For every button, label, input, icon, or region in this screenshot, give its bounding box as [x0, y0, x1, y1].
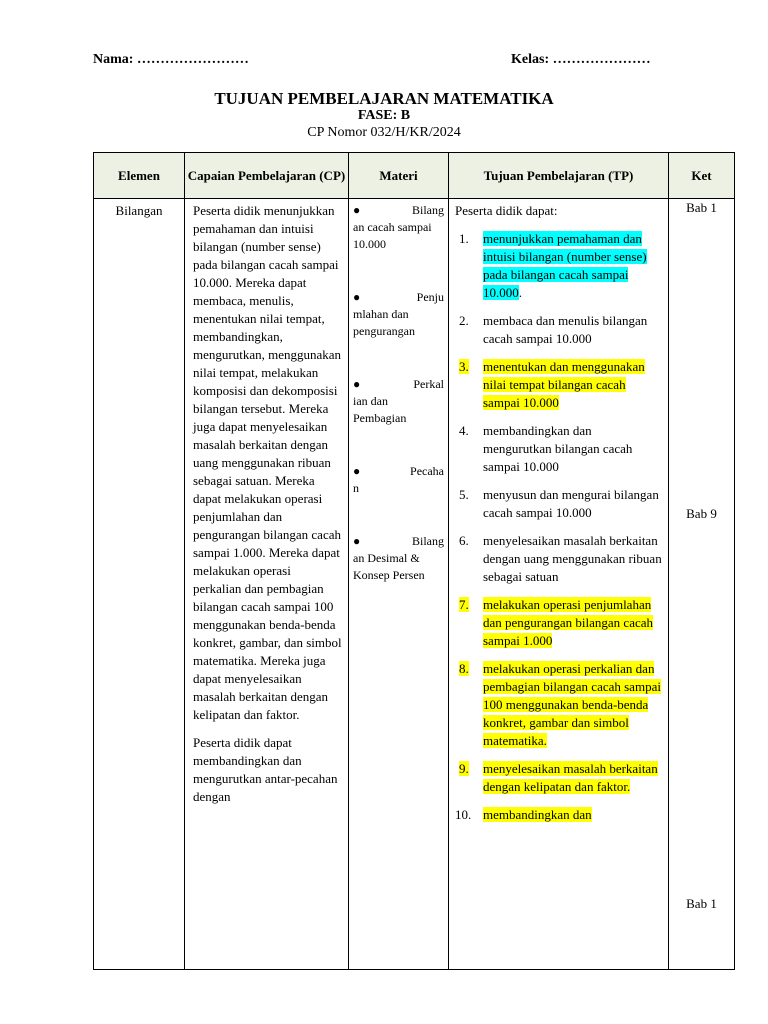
ket-cell [669, 199, 735, 970]
list-item: 9. menyelesaikan masalah berkaitan dengan kelipatan dan faktor. [459, 761, 658, 794]
bullet-icon: ● [353, 203, 361, 217]
list-item: 2. membaca dan menulis bilangan cacah sampai 10.000 [459, 313, 648, 346]
materi-item: ● Pecaha n [353, 464, 444, 495]
list-item: 7. melakukan operasi penjumlahan dan pengurangan bilangan cacah sampai 1.000 [459, 597, 654, 648]
ket-label: Bab 1 [686, 896, 717, 911]
tp-list [455, 230, 662, 824]
materi-cell [349, 199, 449, 970]
nama-field-label: Nama: …………………… [93, 52, 249, 67]
tp-cell [449, 199, 669, 970]
header-materi: Materi [349, 153, 449, 199]
header-elemen: Elemen [94, 153, 185, 199]
table-header-row [94, 153, 735, 199]
ket-label: Bab 9 [686, 506, 717, 521]
list-item: 8. melakukan operasi perkalian dan pembagian bilangan cacah sampai 100 menggunakan benda-benda konkret, gambar dan simbol matematika. [459, 661, 661, 748]
list-item: 4. membandingkan dan mengurutkan bilangan cacah sampai 10.000 [459, 423, 633, 474]
materi-item: ● Perkal ian dan Pembagian [353, 377, 444, 425]
tp-intro: Peserta didik dapat: [455, 203, 558, 218]
list-item: 10. membandingkan dan [455, 807, 592, 822]
bullet-icon: ● [353, 534, 361, 548]
materi-item: ● Bilang an Desimal & Konsep Persen [353, 534, 444, 582]
elemen-cell: Bilangan [94, 199, 185, 970]
cp-paragraph: Peserta didik dapat membandingkan dan mengurutkan antar-pecahan dengan [193, 735, 338, 804]
materi-item: ● Bilang an cacah sampai 10.000 [353, 203, 444, 251]
list-item: 5. menyusun dan mengurai bilangan cacah sampai 10.000 [459, 487, 659, 520]
materi-item: ● Penju mlahan dan pengurangan [353, 290, 444, 338]
kelas-field-label: Kelas: ………………… [511, 52, 651, 67]
fase-label: FASE: B [357, 108, 411, 123]
tp-table [93, 152, 735, 970]
header-ket: Ket [669, 153, 735, 199]
bullet-icon: ● [353, 464, 361, 478]
cp-cell [185, 199, 349, 970]
cp-paragraph: Peserta didik menunjukkan pemahaman dan intuisi bilangan (number sense) pada bilangan cacah sampai 10.000. Mereka dapat membaca, menulis, menentukan nilai tempat, membandingkan, mengurutkan, menggunakan nilai tempat, melakukan komposisi dan dekomposisi bilangan tersebut. Mereka juga dapat menyelesaikan masalah berkaitan dengan uang menggunakan ribuan sebagai satuan. Mereka dapat melakukan operasi penjumlahan dan pengurangan bilangan cacah sampai 1.000. Mereka dapat melakukan operasi perkalian dan pembagian bilangan cacah sampai 100 menggunakan benda-benda konkret, gambar, dan simbol matematika. Mereka juga dapat menyelesaikan masalah berkaitan dengan kelipatan dan faktor. [193, 203, 342, 722]
bullet-icon: ● [353, 377, 361, 391]
header-tp: Tujuan Pembelajaran (TP) [449, 153, 669, 199]
bullet-icon: ● [353, 290, 361, 304]
list-item: 3. menentukan dan menggunakan nilai tempat bilangan cacah sampai 10.000 [459, 359, 645, 410]
document-title: TUJUAN PEMBELAJARAN MATEMATIKA [214, 89, 554, 108]
ket-label: Bab 1 [686, 200, 717, 215]
header-cp: Capaian Pembelajaran (CP) [185, 153, 349, 199]
cp-number-label: CP Nomor 032/H/KR/2024 [307, 125, 461, 140]
list-item: 6. menyelesaikan masalah berkaitan dengan uang menggunakan ribuan sebagai satuan [459, 533, 662, 584]
table-row [94, 199, 735, 970]
list-item: 1. menunjukkan pemahaman dan intuisi bilangan (number sense) pada bilangan cacah sampai 10.000. [459, 231, 647, 300]
